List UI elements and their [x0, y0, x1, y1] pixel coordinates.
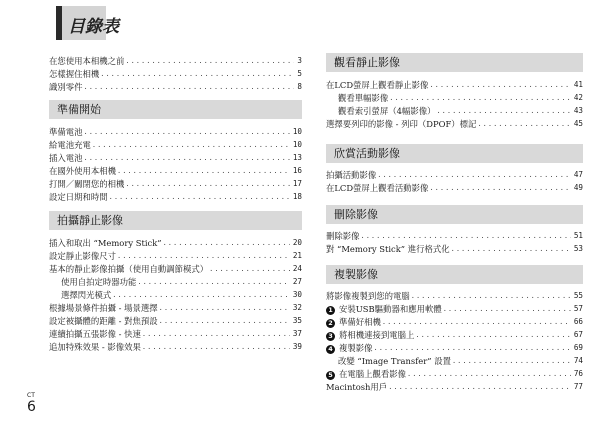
toc-entry[interactable]: [326, 290, 583, 302]
entry-page: 10: [292, 140, 302, 149]
entry-page: 42: [573, 93, 583, 102]
entry-page: 55: [573, 291, 583, 300]
entry-page: 53: [573, 244, 583, 253]
toc-entry[interactable]: [49, 276, 302, 288]
entry-page: 74: [573, 356, 583, 365]
leader-dots: [377, 169, 571, 181]
leader-dots: [109, 191, 290, 203]
entry-page: 8: [297, 82, 302, 91]
entry-page: 45: [573, 119, 583, 128]
entry-page: 43: [573, 106, 583, 115]
toc-entry[interactable]: [49, 165, 302, 177]
entry-text: 基本的靜止影像拍攝（使用自動調節模式）: [49, 264, 209, 274]
leader-dots: [84, 126, 290, 138]
entry-text: 複製影像: [339, 343, 373, 353]
leader-dots: [84, 152, 290, 164]
toc-entry[interactable]: [326, 118, 583, 130]
entry-text: 識別零件: [49, 82, 83, 92]
leader-dots: [159, 315, 290, 327]
entry-page: 10: [292, 127, 302, 136]
entry-text: 準備好相機: [339, 317, 381, 327]
toc-entry[interactable]: [326, 329, 583, 341]
entry-text: 選擇閃光模式: [61, 290, 112, 300]
entry-text: 將影像複製到您的電腦: [326, 291, 410, 301]
entry-page: 67: [573, 330, 583, 339]
toc-entry[interactable]: [49, 178, 302, 190]
toc-entry[interactable]: [326, 316, 583, 328]
toc-entry[interactable]: [49, 55, 302, 67]
entry-text: 對 “Memory Stick” 進行格式化: [326, 244, 450, 254]
toc-entry[interactable]: [49, 237, 302, 249]
toc-entry[interactable]: [326, 169, 583, 181]
leader-dots: [361, 230, 571, 242]
leader-dots: [436, 105, 570, 117]
leader-dots: [92, 139, 290, 151]
leader-dots: [429, 79, 570, 91]
toc-entry[interactable]: [49, 126, 302, 138]
entry-page: 76: [573, 369, 583, 378]
leader-dots: [477, 118, 570, 130]
leader-dots: [142, 328, 290, 340]
leader-dots: [125, 55, 294, 67]
leader-dots: [117, 165, 290, 177]
leader-dots: [443, 303, 571, 315]
leader-dots: [451, 243, 571, 255]
entry-text: 怎樣握住相機: [49, 69, 100, 79]
entry-page: 57: [573, 304, 583, 313]
section-heading: 欣賞活動影像: [326, 144, 583, 163]
leader-dots: [374, 342, 571, 354]
entry-page: 24: [292, 264, 302, 273]
entry-text: 設定被攝體的距離 - 對焦預設: [49, 316, 158, 326]
entry-text: 使用自拍定時器功能: [61, 277, 137, 287]
entry-text: 插入和取出 “Memory Stick”: [49, 238, 162, 248]
entry-text: 在LCD螢屏上觀看活動影像: [326, 183, 429, 193]
entry-text: 安裝USB驅動器和應用軟體: [339, 304, 442, 314]
toc-entry[interactable]: [326, 230, 583, 242]
leader-dots: [100, 68, 294, 80]
entry-page: 27: [292, 277, 302, 286]
entry-page: 30: [292, 290, 302, 299]
entry-page: 69: [573, 343, 583, 352]
entry-text: 在您使用本相機之前: [49, 56, 125, 66]
toc-entry[interactable]: [326, 105, 583, 117]
toc-entry[interactable]: [49, 341, 302, 353]
toc-entry[interactable]: [49, 302, 302, 314]
entry-text: 打開／關閉您的相機: [49, 179, 125, 189]
entry-text: 準備電池: [49, 127, 83, 137]
entry-text: 選擇要列印的影像 - 列印（DPOF）標記: [326, 119, 477, 129]
toc-entry[interactable]: [49, 191, 302, 203]
leader-dots: [159, 302, 290, 314]
entry-page: 3: [297, 56, 302, 65]
step-number-icon: 2: [326, 319, 335, 328]
leader-dots: [112, 289, 290, 301]
toc-entry[interactable]: [326, 243, 583, 255]
toc-entry[interactable]: [49, 315, 302, 327]
section-heading: 刪除影像: [326, 205, 583, 224]
entry-text: 拍攝活動影像: [326, 170, 377, 180]
leader-dots: [382, 316, 571, 328]
leader-dots: [84, 81, 295, 93]
entry-text: 給電池充電: [49, 140, 91, 150]
step-number-icon: 3: [326, 332, 335, 341]
entry-page: 77: [573, 382, 583, 391]
toc-entry[interactable]: [49, 328, 302, 340]
toc-entry[interactable]: [326, 355, 583, 367]
entry-text: 改變 “Image Transfer” 設置: [338, 356, 451, 366]
entry-text: 追加特殊效果 - 影像效果: [49, 342, 141, 352]
leader-dots: [411, 290, 571, 302]
title-accent-bar: [56, 6, 62, 40]
toc-entry[interactable]: [326, 182, 583, 194]
leader-dots: [389, 92, 571, 104]
entry-text: 插入電池: [49, 153, 83, 163]
entry-text: 在LCD螢屏上觀看靜止影像: [326, 80, 429, 90]
entry-page: 17: [292, 179, 302, 188]
step-number-icon: 5: [326, 371, 335, 380]
section-heading: 複製影像: [326, 265, 583, 284]
toc-entry[interactable]: [49, 68, 302, 80]
entry-page: 51: [573, 231, 583, 240]
leader-dots: [125, 178, 289, 190]
entry-text: 觀看索引螢屏（4幅影像）: [338, 106, 436, 116]
leader-dots: [209, 263, 290, 275]
entry-page: 32: [292, 303, 302, 312]
entry-text: 根據場景條件拍攝 - 場景選擇: [49, 303, 158, 313]
leader-dots: [407, 368, 571, 380]
toc-entry[interactable]: [49, 139, 302, 151]
entry-page: 21: [292, 251, 302, 260]
entry-text: Macintosh用戶: [326, 382, 388, 392]
leader-dots: [452, 355, 571, 367]
leader-dots: [117, 250, 290, 262]
entry-page: 16: [292, 166, 302, 175]
toc-entry[interactable]: [326, 92, 583, 104]
entry-text: 在國外使用本相機: [49, 166, 116, 176]
entry-text: 刪除影像: [326, 231, 360, 241]
entry-page: 5: [297, 69, 302, 78]
toc-entry[interactable]: [326, 368, 583, 380]
leader-dots: [415, 329, 570, 341]
entry-page: 20: [292, 238, 302, 247]
toc-entry[interactable]: [326, 303, 583, 315]
entry-text: 在電腦上觀看影像: [339, 369, 406, 379]
toc-entry[interactable]: [326, 342, 583, 354]
toc-entry[interactable]: [326, 381, 583, 393]
entry-page: 66: [573, 317, 583, 326]
toc-entry[interactable]: [326, 79, 583, 91]
entry-text: 觀看單幅影像: [338, 93, 389, 103]
entry-text: 設定日期和時間: [49, 192, 108, 202]
leader-dots: [137, 276, 289, 288]
entry-page: 37: [292, 329, 302, 338]
entry-page: 41: [573, 80, 583, 89]
entry-page: 13: [292, 153, 302, 162]
toc-entry[interactable]: [49, 263, 302, 275]
leader-dots: [429, 182, 570, 194]
section-heading: 拍攝靜止影像: [49, 211, 302, 230]
entry-page: 39: [292, 342, 302, 351]
page-number: 6: [27, 399, 36, 415]
section-heading: 觀看靜止影像: [326, 53, 583, 72]
step-number-icon: 4: [326, 345, 335, 354]
step-number-icon: 1: [326, 306, 335, 315]
page-title: 目錄表: [68, 17, 119, 37]
entry-page: 18: [292, 192, 302, 201]
entry-page: 49: [573, 183, 583, 192]
toc-entry[interactable]: [49, 81, 302, 93]
entry-page: 47: [573, 170, 583, 179]
toc-entry[interactable]: [49, 250, 302, 262]
leader-dots: [163, 237, 290, 249]
entry-text: 連續拍攝五張影像 - 快速: [49, 329, 141, 339]
entry-page: 35: [292, 316, 302, 325]
leader-dots: [142, 341, 290, 353]
toc-entry[interactable]: [49, 152, 302, 164]
section-heading: 準備開始: [49, 100, 302, 119]
language-code: CT: [27, 392, 35, 399]
entry-text: 將相機連接到電腦上: [339, 330, 415, 340]
leader-dots: [388, 381, 571, 393]
entry-text: 設定靜止影像尺寸: [49, 251, 116, 261]
toc-entry[interactable]: [49, 289, 302, 301]
